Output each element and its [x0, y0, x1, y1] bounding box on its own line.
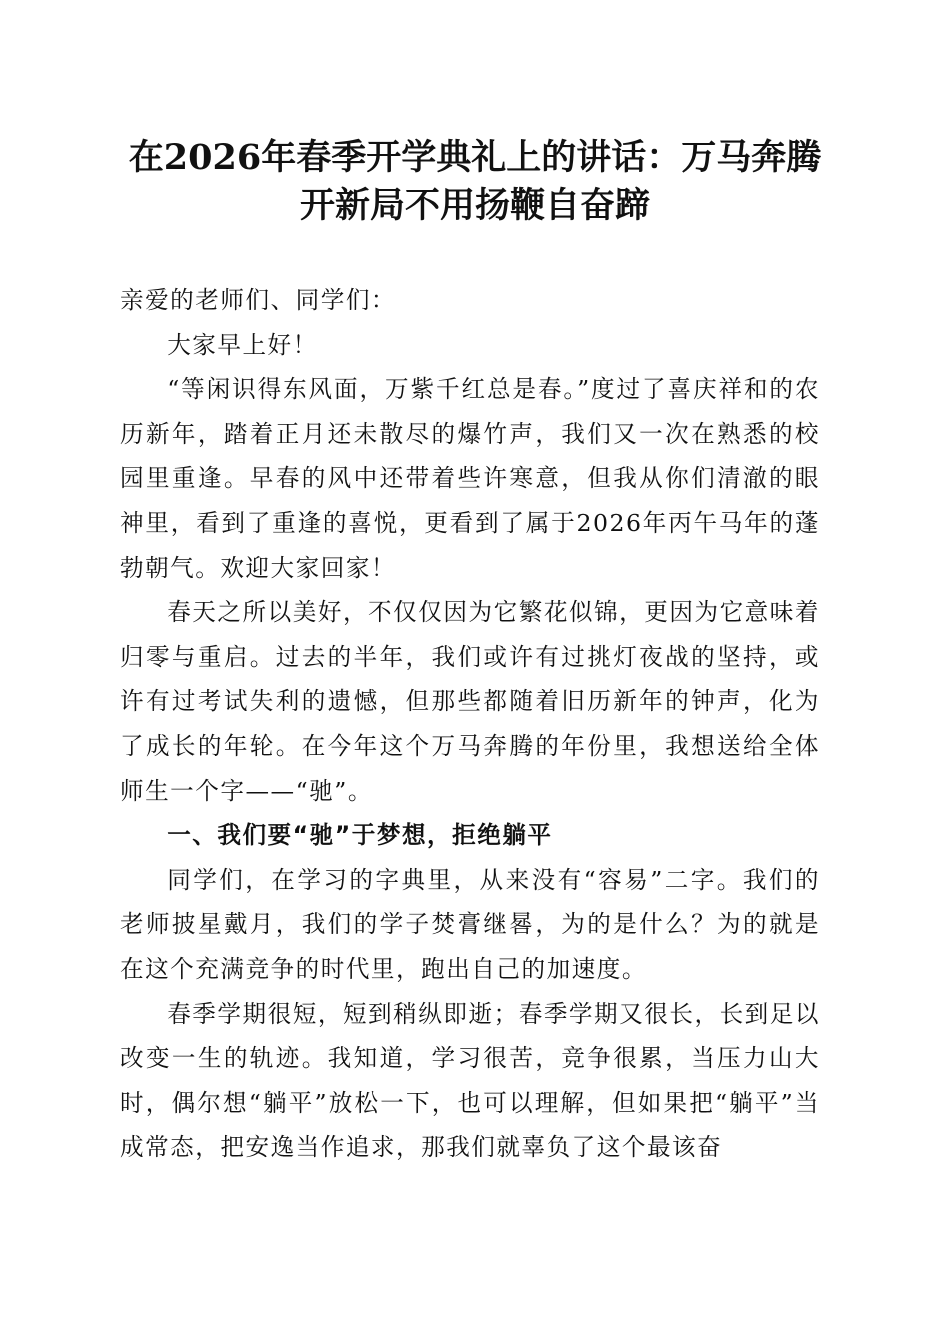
- document-body: [120, 278, 820, 1170]
- page-title: [100, 134, 850, 230]
- section-heading: 一、我们要“驰”于梦想，拒绝躺平: [167, 821, 553, 850]
- paragraph-opening: “等闲识得东风面，万紫千红总是春。”度过了喜庆祥和的农历新年，踏着正月还未散尽的爆竹声，我们又一次在熟悉的校园里重逢。早春的风中还带着些许寒意，但我从你们清澈的眼神里，看到了重逢的喜悦，更看到了属于2026年丙午马年的蓬勃朝气。欢迎大家回家！: [120, 375, 820, 582]
- paragraph-semester: 春季学期很短，短到稍纵即逝；春季学期又很长，长到足以改变一生的轨迹。我知道，学习很苦，竞争很累，当压力山大时，偶尔想“躺平”放松一下，也可以理解，但如果把“躺平”当成常态，把安逸当作追求，那我们就辜负了这个最该奋: [120, 999, 820, 1162]
- paragraph-spring: 春天之所以美好，不仅仅因为它繁花似锦，更因为它意味着归零与重启。过去的半年，我们或许有过挑灯夜战的坚持，或许有过考试失利的遗憾，但那些都随着旧历新年的钟声，化为了成长的年轮。在今年这个万马奔腾的年份里，我想送给全体师生一个字——“驰”。: [120, 598, 820, 805]
- greeting: 大家早上好！: [167, 330, 318, 359]
- paragraph-dictionary: 同学们，在学习的字典里，从来没有“容易”二字。我们的老师披星戴月，我们的学子焚膏继晷，为的是什么？为的就是在这个充满竞争的时代里，跑出自己的加速度。: [120, 865, 820, 983]
- title-line-1: 在2026年春季开学典礼上的讲话：万马奔腾: [128, 137, 822, 178]
- salutation: 亲爱的老师们、同学们：: [120, 286, 397, 314]
- title-line-2: 开新局不用扬鞭自奋蹄: [299, 185, 650, 226]
